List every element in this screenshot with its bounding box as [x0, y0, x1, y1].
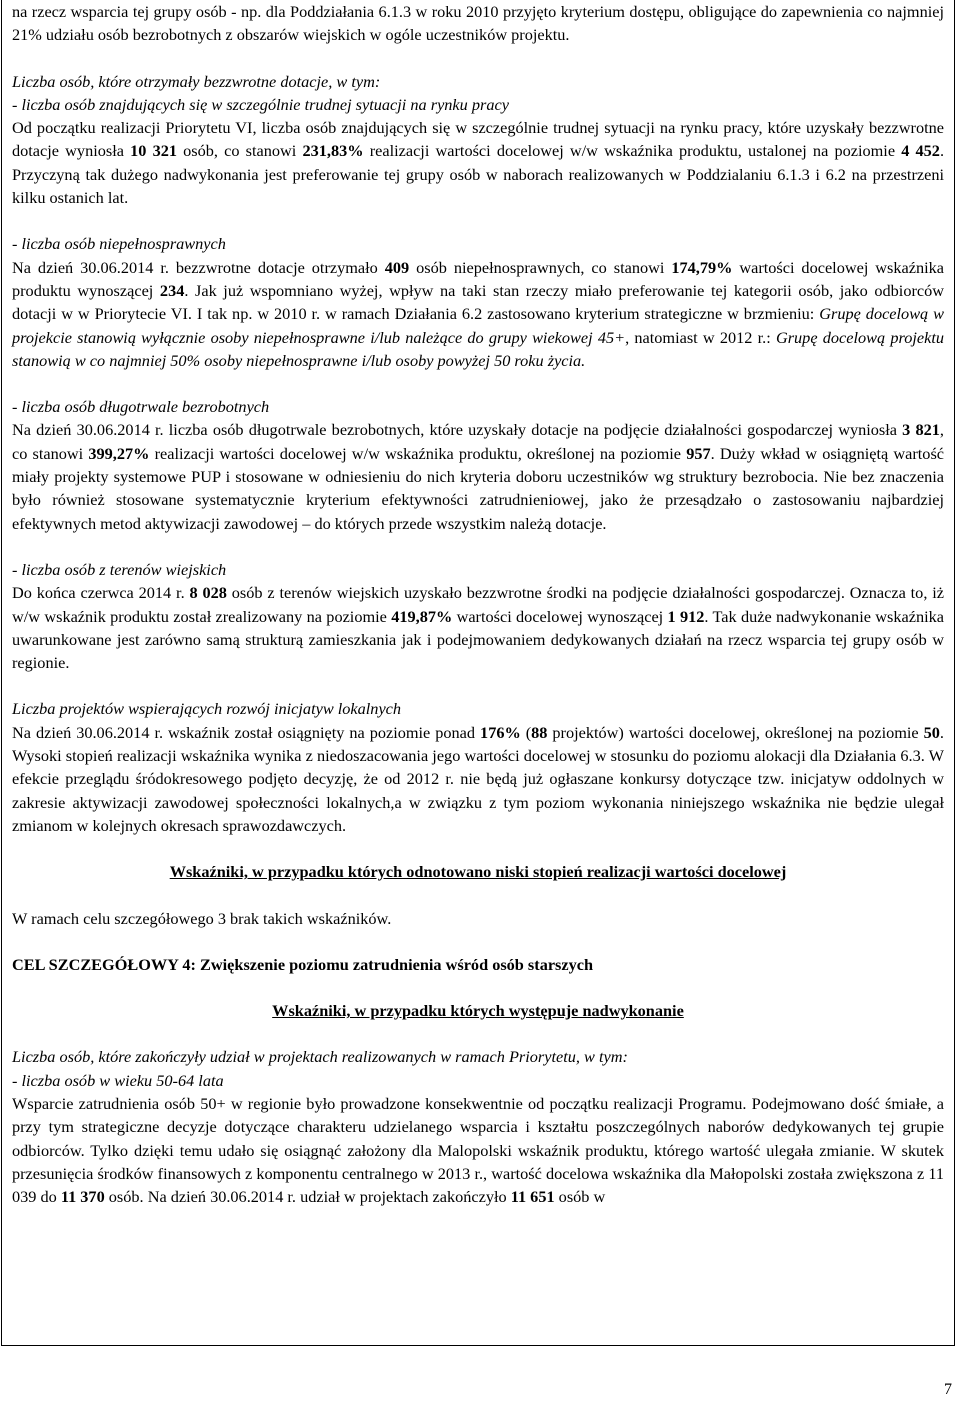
no-indicators-note: W ramach celu szczegółowego 3 brak takich wskaźników.: [12, 908, 392, 928]
page-content: [1, 0, 955, 1346]
section-subtitle: - liczba osób w wieku 50-64 lata: [12, 1070, 224, 1090]
section-title: Liczba projektów wspierających rozwój inicjatyw lokalnych: [12, 699, 402, 719]
section-subtitle: - liczba osób niepełnosprawnych: [12, 234, 226, 254]
section-subtitle: - liczba osób znajdujących się w szczególnie trudnej sytuacji na rynku pracy: [12, 94, 509, 114]
section-paragraph: Do końca czerwca 2014 r. 8 028 osób z terenów wiejskich uzyskało bezzwrotne środki na podjęcie działalności gospodarczej. Oznacza to, iż w/w wskaźnik produktu został zrealizowany na poziomie 419,87% wartości docelowej wynoszącej 1 912. Tak duże nadwykonanie wskaźnika uwarunkowane jest zarówno samą strukturą zamieszkania jak i podejmowaniem dedykowanych działań na rzecz wsparcia tej grupy osób w regionie.: [12, 583, 944, 673]
intro-paragraph: na rzecz wsparcia tej grupy osób - np. dla Poddziałania 6.1.3 w roku 2010 przyjęto kryterium dostępu, obligujące do zapewnienia co najmniej 21% udziału osób bezrobotnych z obszarów wiejskich w ogóle uczestników projektu.: [12, 2, 944, 45]
section-paragraph: Od początku realizacji Priorytetu VI, liczba osób znajdujących się w szczególnie trudnej sytuacji na rynku pracy, które uzyskały bezzwrotne dotacje wyniosła 10 321 osób, co stanowi 231,83% realizacji wartości docelowej w/w wskaźnika produktu, ustalonej na poziomie 4 452. Przyczyną tak dużego nadwykonania jest preferowanie tej grupy osób w naborach realizowanych w Poddzialaniu 6.1.3 i 6.2 na przestrzeni kilku ostanich lat.: [12, 118, 945, 208]
heading-overperformance: Wskaźniki, w przypadku których występuje nadwykonanie: [272, 1001, 684, 1021]
section-paragraph: Na dzień 30.06.2014 r. bezzwrotne dotacje otrzymało 409 osób niepełnosprawnych, co stanowi 174,79% wartości docelowej wskaźnika produktu wynoszącej 234. Jak już wspomniano wyżej, wpływ na taki stan rzeczy miało preferowanie tej kategorii osób, jako odbiorców dotacji w w Priorytecie VI. I tak np. w 2010 r. w ramach Działania 6.2 zastosowano kryterium strategiczne w brzmieniu: Grupę docelową w projekcie stanowią wyłącznie osoby niepełnosprawne i/lub należące do grupy wiekowej 45+, natomiast w 2012 r.: Grupę docelową projektu stanowią w co najmniej 50% osoby niepełnosprawne i/lub osoby powyżej 50 roku życia.: [12, 257, 945, 370]
section-subtitle: - liczba osób długotrwale bezrobotnych: [12, 397, 270, 417]
section-title: Liczba osób, które otrzymały bezzwrotne dotacje, w tym:: [12, 71, 381, 91]
section-title: Liczba osób, które zakończyły udział w projektach realizowanych w ramach Priorytetu, w tym:: [12, 1047, 628, 1067]
section-subtitle: - liczba osób z terenów wiejskich: [12, 559, 227, 579]
section-paragraph: Na dzień 30.06.2014 r. liczba osób długotrwale bezrobotnych, które uzyskały dotacje na podjęcie działalności gospodarczej wyniosła 3 821, co stanowi 399,27% realizacji wartości docelowej w/w wskaźnika produktu, określonej na poziomie 957. Duży wkład w osiągniętą wartość miały projekty systemowe PUP i stosowane w odniesieniu do nich kryteria doboru uczestników wg struktury bezrobocia. Nie bez znaczenia było również stosowane systematycznie kryterium efektywności zatrudnieniowej, jako że przesądzało o zastosowaniu najbardziej efektywnych metod aktywizacji zawodowej – do których przede wszystkim należą dotacje.: [12, 420, 945, 533]
page-number: 7: [944, 1381, 952, 1398]
section-paragraph: Na dzień 30.06.2014 r. wskaźnik został osiągnięty na poziomie ponad 176% (88 projektów) wartości docelowej, określonej na poziomie 50. Wysoki stopień realizacji wskaźnika wynika z niedoszacowania jego wartości docelowej w stosunku do poziomu alokacji dla Działania 6.3. W efekcie przeglądu śródokresowego podjęto decyzję, że od 2012 r. nie będą już ogłaszane konkursy dotyczące tzw. inicjatyw oddolnych w zakresie aktywizacji zawodowej społeczności lokalnych,a w związku z tym poziom wykonania niniejszego wskaźnika nie będzie ulegał zmianom w kolejnych okresach sprawozdawczych.: [12, 722, 944, 835]
section-paragraph: Wsparcie zatrudnienia osób 50+ w regionie było prowadzone konsekwentnie od początku realizacji Programu. Podejmowano dość śmiałe, a przy tym strategiczne decyzje dotyczące charakteru udzielanego wsparcia i kształtu poszczególnych naborów dedykowanych tej grupie odbiorców. Tylko dzięki temu udało się osiągnąć założony dla Malopolski wskaźnik produktu, którego wartość ulegała zmianie. W skutek przesunięcia środków finansowych z komponentu centralnego w 2013 r., wartość docelowa wskaźnika dla Małopolski została zwiększona z 11 039 do 11 370 osób. Na dzień 30.06.2014 r. udział w projektach zakończyło 11 651 osób w: [12, 1093, 944, 1207]
goal-heading: CEL SZCZEGÓŁOWY 4: Zwiększenie poziomu zatrudnienia wśród osób starszych: [12, 954, 594, 974]
heading-low-realization: Wskaźniki, w przypadku których odnotowano niski stopień realizacji wartości docelowej: [169, 862, 787, 882]
